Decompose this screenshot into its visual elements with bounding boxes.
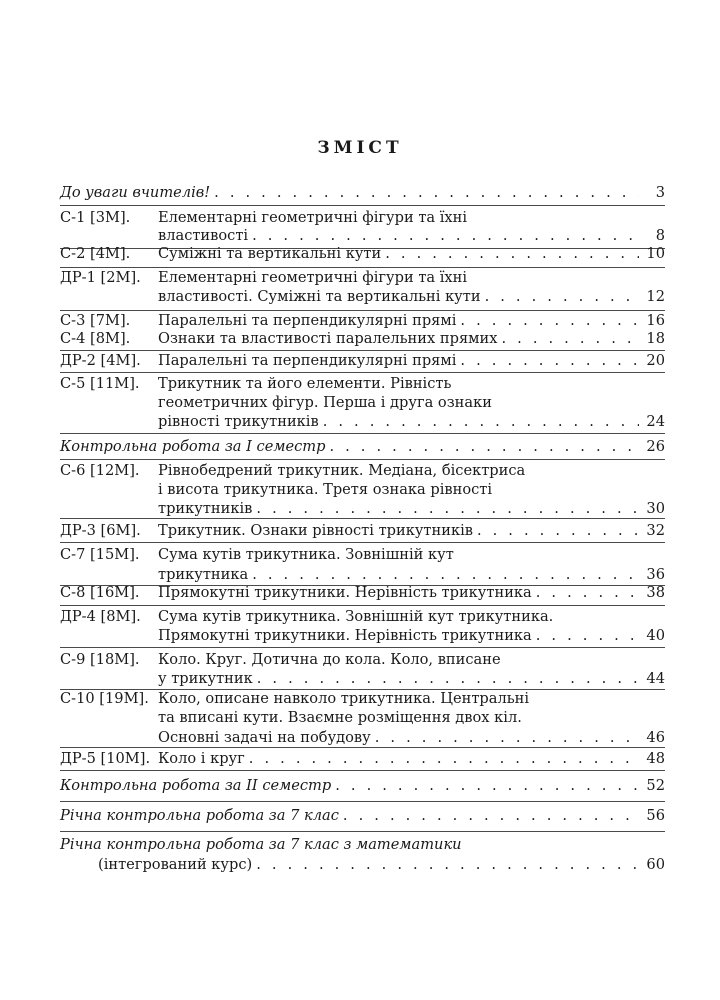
toc-entry-code: С-9 [18М].: [60, 651, 140, 668]
toc-page-number: 20: [646, 352, 665, 369]
toc-entry-code: С-6 [12М].: [60, 462, 140, 479]
toc-page-number: 18: [646, 330, 665, 347]
toc-entry-code: С-3 [7М].: [60, 312, 131, 329]
toc-entry-title: Елементарні геометричні фігури та їхні: [158, 269, 468, 286]
divider: [60, 542, 665, 543]
toc-entry-title-cont: трикутника: [158, 566, 249, 583]
toc-entry-code: С-2 [4М].: [60, 245, 131, 262]
toc-entry-title-cont: рівності трикутників: [158, 413, 319, 430]
toc-entry-title: До уваги вчителів!: [60, 184, 211, 201]
toc-entry-title-cont: Основні задачі на побудову: [158, 729, 371, 746]
toc-page-number: 32: [646, 522, 665, 539]
divider: [60, 747, 665, 748]
toc-page-number: 3: [655, 184, 665, 201]
toc-page-number: 44: [646, 670, 665, 687]
toc-entry-title: Елементарні геометричні фігури та їхні: [158, 209, 468, 226]
toc-page-number: 52: [646, 777, 665, 794]
toc-entry-title: Трикутник. Ознаки рівності трикутників: [158, 522, 473, 539]
toc-page-number: 16: [646, 312, 665, 329]
toc-entry-title: Суміжні та вертикальні кути: [158, 245, 382, 262]
page-title: ЗМІСТ: [317, 138, 403, 158]
toc-page-number: 56: [646, 807, 665, 824]
toc-entry-title-cont: та вписані кути. Взаємне розміщення двох кіл.: [158, 709, 522, 726]
toc-entry-title: Річна контрольна робота за 7 клас з математики: [60, 836, 462, 853]
toc-entry-title: Контрольна робота за I семестр: [60, 438, 326, 455]
toc-entry-title: Трикутник та його елементи. Рівність: [158, 375, 452, 392]
toc-entry-title: Річна контрольна робота за 7 клас: [60, 807, 339, 824]
toc-page-number: 30: [646, 500, 665, 517]
toc-entry-title-cont: і висота трикутника. Третя ознака рівності: [158, 481, 493, 498]
toc-entry-title-cont: (інтегрований курс): [98, 856, 253, 873]
toc-entry-title: Паралельні та перпендикулярні прямі: [158, 352, 457, 369]
toc-entry-title: Паралельні та перпендикулярні прямі: [158, 312, 457, 329]
divider: [60, 647, 665, 648]
toc-entry-code: С-10 [19М].: [60, 690, 149, 707]
toc-entry-title: Контрольна робота за II семестр: [60, 777, 332, 794]
toc-page-number: 24: [646, 413, 665, 430]
toc-page-number: 8: [655, 227, 665, 244]
divider: [60, 205, 665, 206]
divider: [60, 605, 665, 606]
toc-entry-title: Сума кутів трикутника. Зовнішній кут: [158, 546, 454, 563]
toc-entry-code: С-8 [16М].: [60, 584, 140, 601]
divider: [60, 801, 665, 802]
toc-entry-title-cont: Прямокутні трикутники. Нерівність трикутника: [158, 627, 532, 644]
divider: [60, 831, 665, 832]
toc-page-number: 10: [646, 245, 665, 262]
toc-entry-title-cont: у трикутник: [158, 670, 253, 687]
toc-entry-title-cont: властивості: [158, 227, 249, 244]
toc-entry-code: ДР-2 [4М].: [60, 352, 141, 369]
toc-page-number: 12: [646, 288, 665, 305]
toc-entry-code: С-7 [15М].: [60, 546, 140, 563]
toc-entry-code: ДР-3 [6М].: [60, 522, 141, 539]
toc-entry-title-cont: трикутників: [158, 500, 253, 517]
divider: [60, 433, 665, 434]
divider: [60, 770, 665, 771]
divider: [60, 518, 665, 519]
toc-entry-title: Коло. Круг. Дотична до кола. Коло, вписане: [158, 651, 501, 668]
toc-page-number: 36: [646, 566, 665, 583]
toc-page-number: 26: [646, 438, 665, 455]
toc-entry-code: С-4 [8М].: [60, 330, 131, 347]
toc-entry-title: Коло і круг: [158, 750, 245, 767]
toc-page-number: 48: [646, 750, 665, 767]
toc-page-number: 38: [646, 584, 665, 601]
toc-entry-title: Ознаки та властивості паралельних прямих: [158, 330, 498, 347]
toc-entry-title-cont: геометричних фігур. Перша і друга ознаки: [158, 394, 492, 411]
toc-entry-code: ДР-5 [10М].: [60, 750, 151, 767]
toc-entry-title: Рівнобедрений трикутник. Медіана, бісектриса: [158, 462, 526, 479]
toc-page-number: 40: [646, 627, 665, 644]
toc-entry-code: С-5 [11М].: [60, 375, 140, 392]
toc-entry-code: ДР-4 [8М].: [60, 608, 141, 625]
toc-page-number: 60: [646, 856, 665, 873]
divider: [60, 372, 665, 373]
toc-entry-title: Коло, описане навколо трикутника. Центральні: [158, 690, 530, 707]
toc-entry-title-cont: властивості. Суміжні та вертикальні кути: [158, 288, 481, 305]
toc-entry-title: Сума кутів трикутника. Зовнішній кут трикутника.: [158, 608, 554, 625]
toc-entry-code: ДР-1 [2М].: [60, 269, 141, 286]
toc-page-number: 46: [646, 729, 665, 746]
divider: [60, 459, 665, 460]
toc-entry-code: С-1 [3М].: [60, 209, 131, 226]
toc-entry-title: Прямокутні трикутники. Нерівність трикутника: [158, 584, 532, 601]
